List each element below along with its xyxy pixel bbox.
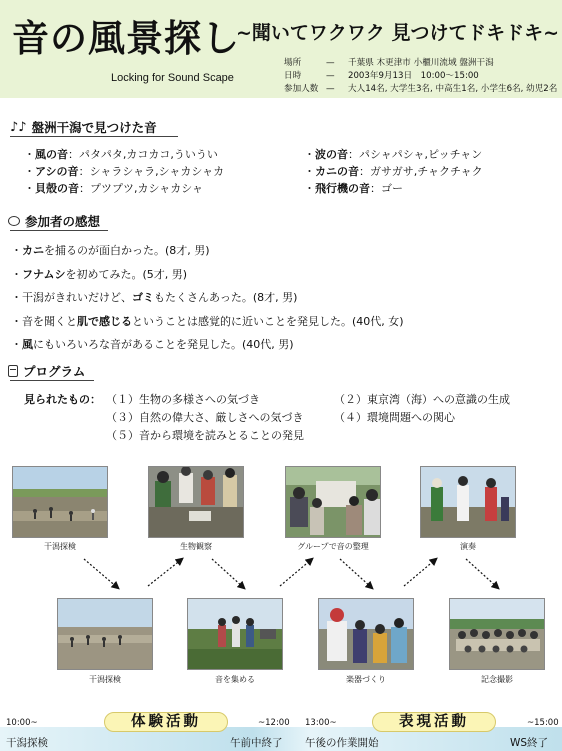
flow-arrow (340, 559, 372, 588)
list-item: ・干潟がきれいだけど、ゴミもたくさんあった。(8才, 男) (11, 291, 298, 304)
memo-icon (8, 365, 18, 377)
header-banner (0, 0, 562, 98)
experience-activity-badge: 体験活動 (104, 712, 228, 732)
start-time: 10:00~ (6, 718, 38, 728)
list-item: ・風の音：パタパタ,カコカコ,ういうい (24, 148, 218, 161)
observation-photo (149, 467, 244, 538)
performance-photo (421, 467, 516, 538)
sounds-left-column (24, 146, 224, 197)
list-item: ・風にもいろいろな音があることを発見した。(40代, 男) (11, 338, 294, 351)
list-item: ・飛行機の音：ゴー (304, 182, 403, 195)
expression-activity-badge: 表現活動 (372, 712, 496, 732)
info-row-participants: 参加人数 — 大人14名, 大学生3名, 中高生1名, 小学生6名, 幼児2名 (284, 84, 558, 94)
collecting-photo (188, 599, 283, 670)
photo-caption: 干潟探検 (44, 542, 76, 551)
photo-caption: 演奏 (460, 542, 476, 551)
end-time: ~15:00 (527, 718, 559, 728)
photo-tidal-flat-exploration (12, 466, 108, 538)
flow-arrow (148, 559, 182, 586)
tidal-flat-photo-2 (58, 599, 153, 670)
photo-caption: 記念撮影 (481, 675, 513, 684)
sounds-section-title: ♪♪ 盤洲干潟で見つけた音 (10, 119, 157, 135)
afternoon-start-time: 13:00~ (305, 718, 337, 728)
english-title: Locking for Sound Scape (111, 72, 234, 84)
list-item: （４）環境問題への関心 (334, 411, 455, 424)
tidal-flat-photo (13, 467, 108, 538)
photo-caption: 干潟探検 (89, 675, 121, 684)
divider (10, 380, 94, 381)
timeline-label-afternoon: 午後の作業開始 (305, 737, 379, 749)
photo-caption: 楽器づくり (346, 675, 386, 684)
photo-caption: グループで音の整理 (297, 542, 369, 551)
flow-arrow (212, 559, 244, 588)
photo-caption: 生物観察 (180, 542, 212, 551)
list-item: ・波の音：パシャパシャ,ピッチャン (304, 148, 483, 161)
photo-performance (420, 466, 516, 538)
impressions-section-title: 参加者の感想 (8, 212, 100, 230)
timeline-label-morning-end: 午前中終了 (230, 737, 283, 749)
list-item: ・音を聞くと肌で感じるということは感覚的に近いことを発見した。(40代, 女) (11, 314, 404, 328)
photo-creature-observation (148, 466, 244, 538)
info-row-place: 場所 — 千葉県 木更津市 小櫃川流域 盤洲干潟 (284, 58, 494, 68)
instrument-photo (319, 599, 414, 670)
timeline-label-end: WS終了 (510, 737, 549, 749)
info-row-date: 日時 — 2003年9月13日 10:00～15:00 (284, 71, 479, 81)
photo-collecting-sounds (187, 598, 283, 670)
list-item: （５）音から環境を読みとることの発見 (106, 429, 304, 442)
commemorative-photo (450, 599, 545, 670)
event-info (284, 57, 557, 96)
page-title: 音の風景探し (12, 17, 240, 60)
list-item: （２）東京湾（海）への意識の生成 (334, 393, 510, 406)
divider (10, 136, 178, 137)
program-label: 見られたもの： (24, 393, 101, 406)
photo-caption: 音を集める (215, 675, 255, 684)
photo-instrument-making (318, 598, 414, 670)
sounds-right-column (304, 146, 483, 197)
photo-group-commemorative (449, 598, 545, 670)
list-item: （３）自然の偉大さ、厳しさへの気づき (106, 411, 304, 424)
list-item: ・カニを捕るのが面白かった。(8才, 男) (11, 244, 210, 257)
divider (10, 230, 108, 231)
list-item: ・フナムシを初めてみた。(5才, 男) (11, 267, 188, 281)
list-item: ・アシの音：シャラシャラ,シャカシャカ (24, 165, 225, 178)
list-item: ・カニの音：ガサガサ,チャクチャク (304, 165, 483, 178)
group-photo (286, 467, 381, 538)
flow-arrow (280, 559, 312, 586)
flow-arrow (466, 559, 498, 588)
impressions-list (11, 239, 404, 357)
speech-bubble-icon (8, 216, 20, 226)
list-item: ・貝殻の音：プツプツ,カシャカシャ (24, 182, 204, 195)
music-notes-icon: ♪♪ (10, 119, 27, 135)
flow-arrow (84, 559, 118, 588)
photo-group-sound-sorting (285, 466, 381, 538)
photo-tidal-flat-exploration-2 (57, 598, 153, 670)
page-subtitle: ~聞いてワクワク 見つけてドキドキ~ (236, 22, 560, 44)
timeline-bar (0, 712, 562, 751)
list-item: （１）生物の多様さへの気づき (106, 393, 260, 406)
program-section-title: プログラム (8, 362, 85, 380)
timeline-label-start: 干潟探検 (6, 737, 48, 749)
morning-end-time: ~12:00 (258, 718, 290, 728)
flow-arrow (404, 559, 436, 586)
